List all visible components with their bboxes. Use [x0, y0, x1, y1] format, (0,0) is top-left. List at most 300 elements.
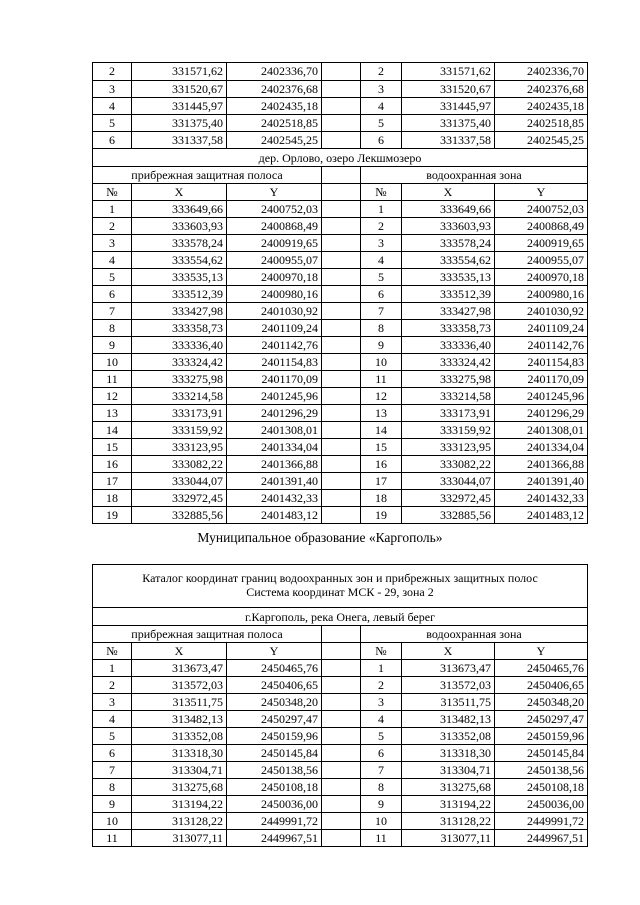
table-row [93, 319, 587, 336]
x-coordinate-cell: 333082,22 [131, 456, 226, 472]
y-coordinate-cell: 2400955,07 [226, 252, 321, 268]
point-number-cell: 15 [106, 440, 118, 454]
y-coordinate-cell: 2450348,20 [226, 694, 321, 710]
point-number-cell: 5 [378, 116, 384, 130]
point-number-cell: 6 [109, 746, 115, 760]
table-row [93, 812, 587, 829]
y-coordinate-cell: 2450138,56 [494, 762, 587, 778]
point-number-cell: 6 [109, 133, 115, 147]
y-coordinate-cell: 2450138,56 [226, 762, 321, 778]
column-gap [321, 490, 361, 506]
column-gap [321, 660, 361, 676]
point-number-cell: 14 [375, 423, 387, 437]
column-gap [321, 132, 361, 148]
x-coordinate-cell: 333123,95 [401, 439, 494, 455]
x-coordinate-cell: 331520,67 [131, 81, 226, 97]
point-number-cell: 9 [109, 797, 115, 811]
point-number-cell: 7 [378, 763, 384, 777]
x-coordinate-cell: 313304,71 [401, 762, 494, 778]
point-number-cell: 3 [378, 82, 384, 96]
x-coordinate-cell: 333603,93 [401, 218, 494, 234]
point-number-cell: 1 [378, 661, 384, 675]
municipality-heading: Муниципальное образование «Каргополь» [197, 530, 443, 545]
column-gap [321, 830, 361, 846]
column-gap [321, 184, 361, 200]
x-coordinate-cell: 331571,62 [131, 63, 226, 80]
point-number-cell: 6 [378, 287, 384, 301]
x-coordinate-cell: 332972,45 [131, 490, 226, 506]
table-row [93, 80, 587, 97]
y-coordinate-cell: 2401109,24 [226, 320, 321, 336]
y-coordinate-cell: 2401109,24 [494, 320, 587, 336]
table-row [93, 387, 587, 404]
column-gap [321, 643, 361, 659]
x-coordinate-cell: 313318,30 [401, 745, 494, 761]
table-row [93, 234, 587, 251]
y-coordinate-cell: 2400752,03 [226, 201, 321, 217]
y-coordinate-cell: 2400919,65 [226, 235, 321, 251]
x-coordinate-cell: 333044,07 [131, 473, 226, 489]
table-row [93, 438, 587, 455]
x-coordinate-cell: 313275,68 [131, 779, 226, 795]
point-number-cell: 17 [106, 474, 118, 488]
point-number-cell: 19 [375, 508, 387, 522]
column-gap [321, 796, 361, 812]
point-number-cell: 2 [109, 678, 115, 692]
y-coordinate-cell: 2400970,18 [494, 269, 587, 285]
point-number-cell: 2 [378, 219, 384, 233]
y-coordinate-cell: 2450297,47 [494, 711, 587, 727]
column-gap [321, 252, 361, 268]
x-coordinate-cell: 331337,58 [131, 132, 226, 148]
point-number-cell: 5 [109, 270, 115, 284]
table-row [93, 131, 587, 148]
point-number-cell: 4 [109, 253, 115, 267]
x-coordinate-cell: 333649,66 [401, 201, 494, 217]
point-number-cell: 16 [375, 457, 387, 471]
x-coordinate-cell: 313128,22 [131, 813, 226, 829]
point-number-cell: 14 [106, 423, 118, 437]
column-gap [321, 473, 361, 489]
x-coordinate-cell: 333512,39 [131, 286, 226, 302]
x-coordinate-cell: 332885,56 [401, 507, 494, 523]
point-number-cell: 6 [378, 746, 384, 760]
x-coordinate-cell: 313511,75 [401, 694, 494, 710]
point-number-cell: 1 [109, 661, 115, 675]
column-gap [321, 371, 361, 387]
x-coordinate-cell: 333324,42 [401, 354, 494, 370]
x-coordinate-cell: 333649,66 [131, 201, 226, 217]
col-y-header: Y [226, 184, 321, 200]
table-row [93, 251, 587, 268]
table-row [93, 353, 587, 370]
point-number-cell: 2 [109, 219, 115, 233]
x-coordinate-cell: 313572,03 [131, 677, 226, 693]
y-coordinate-cell: 2450297,47 [226, 711, 321, 727]
point-number-cell: 5 [109, 729, 115, 743]
y-coordinate-cell: 2402376,68 [226, 81, 321, 97]
column-gap [321, 98, 361, 114]
table-row [93, 302, 587, 319]
point-number-cell: 3 [109, 695, 115, 709]
y-coordinate-cell: 2401483,12 [226, 507, 321, 523]
column-gap [321, 405, 361, 421]
x-coordinate-cell: 313352,08 [131, 728, 226, 744]
table-row [93, 217, 587, 234]
table-row [93, 336, 587, 353]
x-coordinate-cell: 333082,22 [401, 456, 494, 472]
point-number-cell: 16 [106, 457, 118, 471]
y-coordinate-cell: 2449991,72 [226, 813, 321, 829]
point-number-cell: 8 [378, 321, 384, 335]
x-coordinate-cell: 333358,73 [401, 320, 494, 336]
column-gap [321, 201, 361, 217]
point-number-cell: 10 [375, 355, 387, 369]
x-coordinate-cell: 333214,58 [131, 388, 226, 404]
point-number-cell: 3 [109, 82, 115, 96]
x-coordinate-cell: 333535,13 [131, 269, 226, 285]
table-row [93, 200, 587, 217]
y-coordinate-cell: 2401154,83 [494, 354, 587, 370]
table-row [93, 97, 587, 114]
column-gap [321, 235, 361, 251]
y-coordinate-cell: 2450108,18 [226, 779, 321, 795]
point-number-cell: 10 [106, 355, 118, 369]
y-coordinate-cell: 2401391,40 [226, 473, 321, 489]
column-gap [321, 677, 361, 693]
table-row [93, 285, 587, 302]
y-coordinate-cell: 2449967,51 [494, 830, 587, 846]
coordinate-table-kargopol [92, 564, 588, 847]
x-coordinate-cell: 313511,75 [131, 694, 226, 710]
col-number-header: № [375, 644, 387, 658]
col-x-header: X [131, 184, 226, 200]
x-coordinate-cell: 333427,98 [131, 303, 226, 319]
x-coordinate-cell: 333554,62 [131, 252, 226, 268]
table-row [93, 710, 587, 727]
point-number-cell: 7 [109, 763, 115, 777]
y-coordinate-cell: 2401030,92 [226, 303, 321, 319]
point-number-cell: 5 [378, 729, 384, 743]
table-body [93, 200, 587, 523]
x-coordinate-cell: 333275,98 [401, 371, 494, 387]
point-number-cell: 8 [109, 780, 115, 794]
table-row [93, 778, 587, 795]
y-coordinate-cell: 2401030,92 [494, 303, 587, 319]
x-coordinate-cell: 333336,40 [401, 337, 494, 353]
x-coordinate-cell: 332972,45 [401, 490, 494, 506]
y-coordinate-cell: 2401245,96 [494, 388, 587, 404]
y-coordinate-cell: 2401170,09 [226, 371, 321, 387]
x-coordinate-cell: 333123,95 [131, 439, 226, 455]
x-coordinate-cell: 313304,71 [131, 762, 226, 778]
table-row [93, 404, 587, 421]
point-number-cell: 18 [375, 491, 387, 505]
x-coordinate-cell: 313194,22 [131, 796, 226, 812]
column-gap [321, 354, 361, 370]
y-coordinate-cell: 2402545,25 [226, 132, 321, 148]
x-coordinate-cell: 313673,47 [401, 660, 494, 676]
y-coordinate-cell: 2400970,18 [226, 269, 321, 285]
x-coordinate-cell: 331520,67 [401, 81, 494, 97]
column-gap [321, 626, 361, 642]
column-gap [321, 320, 361, 336]
y-coordinate-cell: 2402545,25 [494, 132, 587, 148]
x-coordinate-cell: 313194,22 [401, 796, 494, 812]
point-number-cell: 18 [106, 491, 118, 505]
col-number-header: № [375, 185, 387, 199]
point-number-cell: 4 [378, 99, 384, 113]
y-coordinate-cell: 2401296,29 [226, 405, 321, 421]
y-coordinate-cell: 2401154,83 [226, 354, 321, 370]
x-coordinate-cell: 331571,62 [401, 63, 494, 80]
column-gap [321, 694, 361, 710]
point-number-cell: 7 [378, 304, 384, 318]
x-coordinate-cell: 331375,40 [131, 115, 226, 131]
y-coordinate-cell: 2402435,18 [226, 98, 321, 114]
table-row [93, 676, 587, 693]
point-number-cell: 2 [378, 64, 384, 78]
y-coordinate-cell: 2402518,85 [494, 115, 587, 131]
y-coordinate-cell: 2450465,76 [226, 660, 321, 676]
y-coordinate-cell: 2400980,16 [494, 286, 587, 302]
y-coordinate-cell: 2400955,07 [494, 252, 587, 268]
y-coordinate-cell: 2450145,84 [226, 745, 321, 761]
point-number-cell: 13 [106, 406, 118, 420]
table-row [93, 421, 587, 438]
y-coordinate-cell: 2402336,70 [494, 63, 587, 80]
coastal-strip-header: прибрежная защитная полоса [131, 168, 283, 182]
catalog-caption-line2: Система координат МСК - 29, зона 2 [246, 585, 434, 599]
table-row [93, 114, 587, 131]
y-coordinate-cell: 2450108,18 [494, 779, 587, 795]
x-coordinate-cell: 313482,13 [401, 711, 494, 727]
point-number-cell: 11 [106, 831, 118, 845]
point-number-cell: 9 [109, 338, 115, 352]
point-number-cell: 9 [378, 797, 384, 811]
col-number-header: № [106, 644, 118, 658]
x-coordinate-cell: 333275,98 [131, 371, 226, 387]
x-coordinate-cell: 313077,11 [401, 830, 494, 846]
table-body [93, 659, 587, 846]
x-coordinate-cell: 313572,03 [401, 677, 494, 693]
y-coordinate-cell: 2450406,65 [226, 677, 321, 693]
table-row [93, 506, 587, 523]
water-protection-zone-header: водоохранная зона [426, 627, 522, 641]
y-coordinate-cell: 2400980,16 [226, 286, 321, 302]
x-coordinate-cell: 313673,47 [131, 660, 226, 676]
x-coordinate-cell: 331337,58 [401, 132, 494, 148]
col-y-header: Y [226, 643, 321, 659]
point-number-cell: 13 [375, 406, 387, 420]
y-coordinate-cell: 2402376,68 [494, 81, 587, 97]
point-number-cell: 6 [109, 287, 115, 301]
x-coordinate-cell: 313482,13 [131, 711, 226, 727]
point-number-cell: 4 [109, 712, 115, 726]
point-number-cell: 4 [378, 712, 384, 726]
y-coordinate-cell: 2401308,01 [494, 422, 587, 438]
column-gap [321, 745, 361, 761]
column-gap [321, 337, 361, 353]
y-coordinate-cell: 2450036,00 [226, 796, 321, 812]
y-coordinate-cell: 2450406,65 [494, 677, 587, 693]
column-gap [321, 728, 361, 744]
x-coordinate-cell: 313077,11 [131, 830, 226, 846]
table-row [93, 370, 587, 387]
point-number-cell: 5 [378, 270, 384, 284]
section-title-text: г.Каргополь, река Онега, левый берег [244, 610, 436, 624]
y-coordinate-cell: 2401142,76 [494, 337, 587, 353]
catalog-caption-line1: Каталог координат границ водоохранных зон и прибрежных защитных полос [142, 571, 538, 585]
y-coordinate-cell: 2400919,65 [494, 235, 587, 251]
x-coordinate-cell: 333159,92 [401, 422, 494, 438]
y-coordinate-cell: 2401334,04 [226, 439, 321, 455]
point-number-cell: 10 [375, 814, 387, 828]
point-number-cell: 11 [375, 831, 387, 845]
column-gap [321, 167, 361, 183]
x-coordinate-cell: 313318,30 [131, 745, 226, 761]
y-coordinate-cell: 2401296,29 [494, 405, 587, 421]
point-number-cell: 10 [106, 814, 118, 828]
column-gap [321, 218, 361, 234]
point-number-cell: 7 [109, 304, 115, 318]
x-coordinate-cell: 333512,39 [401, 286, 494, 302]
x-coordinate-cell: 313352,08 [401, 728, 494, 744]
y-coordinate-cell: 2401245,96 [226, 388, 321, 404]
point-number-cell: 4 [378, 253, 384, 267]
y-coordinate-cell: 2450465,76 [494, 660, 587, 676]
table-row [93, 744, 587, 761]
point-number-cell: 1 [109, 202, 115, 216]
column-gap [321, 711, 361, 727]
x-coordinate-cell: 331445,97 [401, 98, 494, 114]
x-coordinate-cell: 333044,07 [401, 473, 494, 489]
column-gap [321, 439, 361, 455]
y-coordinate-cell: 2402518,85 [226, 115, 321, 131]
point-number-cell: 15 [375, 440, 387, 454]
x-coordinate-cell: 331375,40 [401, 115, 494, 131]
x-coordinate-cell: 333358,73 [131, 320, 226, 336]
y-coordinate-cell: 2401391,40 [494, 473, 587, 489]
point-number-cell: 8 [378, 780, 384, 794]
x-coordinate-cell: 333578,24 [401, 235, 494, 251]
table-row [93, 795, 587, 812]
point-number-cell: 19 [106, 508, 118, 522]
point-number-cell: 5 [109, 116, 115, 130]
column-gap [321, 762, 361, 778]
table-row [93, 761, 587, 778]
x-coordinate-cell: 332885,56 [131, 507, 226, 523]
point-number-cell: 1 [378, 202, 384, 216]
column-header-row [93, 642, 587, 659]
point-number-cell: 11 [375, 372, 387, 386]
point-number-cell: 2 [378, 678, 384, 692]
zone-header-row [93, 166, 587, 183]
point-number-cell: 3 [109, 236, 115, 250]
table-body-continuation [93, 63, 587, 148]
y-coordinate-cell: 2449991,72 [494, 813, 587, 829]
x-coordinate-cell: 333324,42 [131, 354, 226, 370]
x-coordinate-cell: 333603,93 [131, 218, 226, 234]
column-gap [321, 813, 361, 829]
coastal-strip-header: прибрежная защитная полоса [131, 627, 283, 641]
section-title [93, 148, 587, 166]
column-header-row [93, 183, 587, 200]
point-number-cell: 2 [109, 64, 115, 78]
section-title-text: дер. Орлово, озеро Лекшмозеро [258, 151, 422, 165]
y-coordinate-cell: 2449967,51 [226, 830, 321, 846]
point-number-cell: 3 [378, 236, 384, 250]
column-gap [321, 115, 361, 131]
col-x-header: X [131, 643, 226, 659]
y-coordinate-cell: 2401432,33 [226, 490, 321, 506]
y-coordinate-cell: 2402435,18 [494, 98, 587, 114]
x-coordinate-cell: 333554,62 [401, 252, 494, 268]
column-gap [321, 303, 361, 319]
column-gap [321, 81, 361, 97]
point-number-cell: 12 [106, 389, 118, 403]
point-number-cell: 6 [378, 133, 384, 147]
y-coordinate-cell: 2401366,88 [494, 456, 587, 472]
y-coordinate-cell: 2401334,04 [494, 439, 587, 455]
column-gap [321, 779, 361, 795]
col-y-header: Y [494, 184, 587, 200]
x-coordinate-cell: 333173,91 [401, 405, 494, 421]
y-coordinate-cell: 2400752,03 [494, 201, 587, 217]
x-coordinate-cell: 331445,97 [131, 98, 226, 114]
column-gap [321, 286, 361, 302]
table-row [93, 693, 587, 710]
x-coordinate-cell: 333173,91 [131, 405, 226, 421]
y-coordinate-cell: 2450145,84 [494, 745, 587, 761]
column-gap [321, 422, 361, 438]
table-row [93, 659, 587, 676]
column-gap [321, 507, 361, 523]
point-number-cell: 4 [109, 99, 115, 113]
y-coordinate-cell: 2400868,49 [494, 218, 587, 234]
water-protection-zone-header: водоохранная зона [426, 168, 522, 182]
section-title [93, 607, 587, 625]
table-row [93, 489, 587, 506]
table-row [93, 829, 587, 846]
y-coordinate-cell: 2450159,96 [226, 728, 321, 744]
x-coordinate-cell: 333214,58 [401, 388, 494, 404]
table-row [93, 268, 587, 285]
y-coordinate-cell: 2402336,70 [226, 63, 321, 80]
point-number-cell: 3 [378, 695, 384, 709]
y-coordinate-cell: 2401170,09 [494, 371, 587, 387]
x-coordinate-cell: 333427,98 [401, 303, 494, 319]
point-number-cell: 17 [375, 474, 387, 488]
table-row [93, 472, 587, 489]
x-coordinate-cell: 333578,24 [131, 235, 226, 251]
x-coordinate-cell: 333159,92 [131, 422, 226, 438]
x-coordinate-cell: 313275,68 [401, 779, 494, 795]
coordinate-table-orlovo [92, 62, 588, 524]
column-gap [321, 63, 361, 80]
y-coordinate-cell: 2400868,49 [226, 218, 321, 234]
y-coordinate-cell: 2401483,12 [494, 507, 587, 523]
x-coordinate-cell: 313128,22 [401, 813, 494, 829]
table-row [93, 727, 587, 744]
catalog-caption [93, 565, 587, 607]
column-gap [321, 269, 361, 285]
y-coordinate-cell: 2401142,76 [226, 337, 321, 353]
x-coordinate-cell: 333336,40 [131, 337, 226, 353]
y-coordinate-cell: 2401366,88 [226, 456, 321, 472]
point-number-cell: 8 [109, 321, 115, 335]
zone-header-row [93, 625, 587, 642]
